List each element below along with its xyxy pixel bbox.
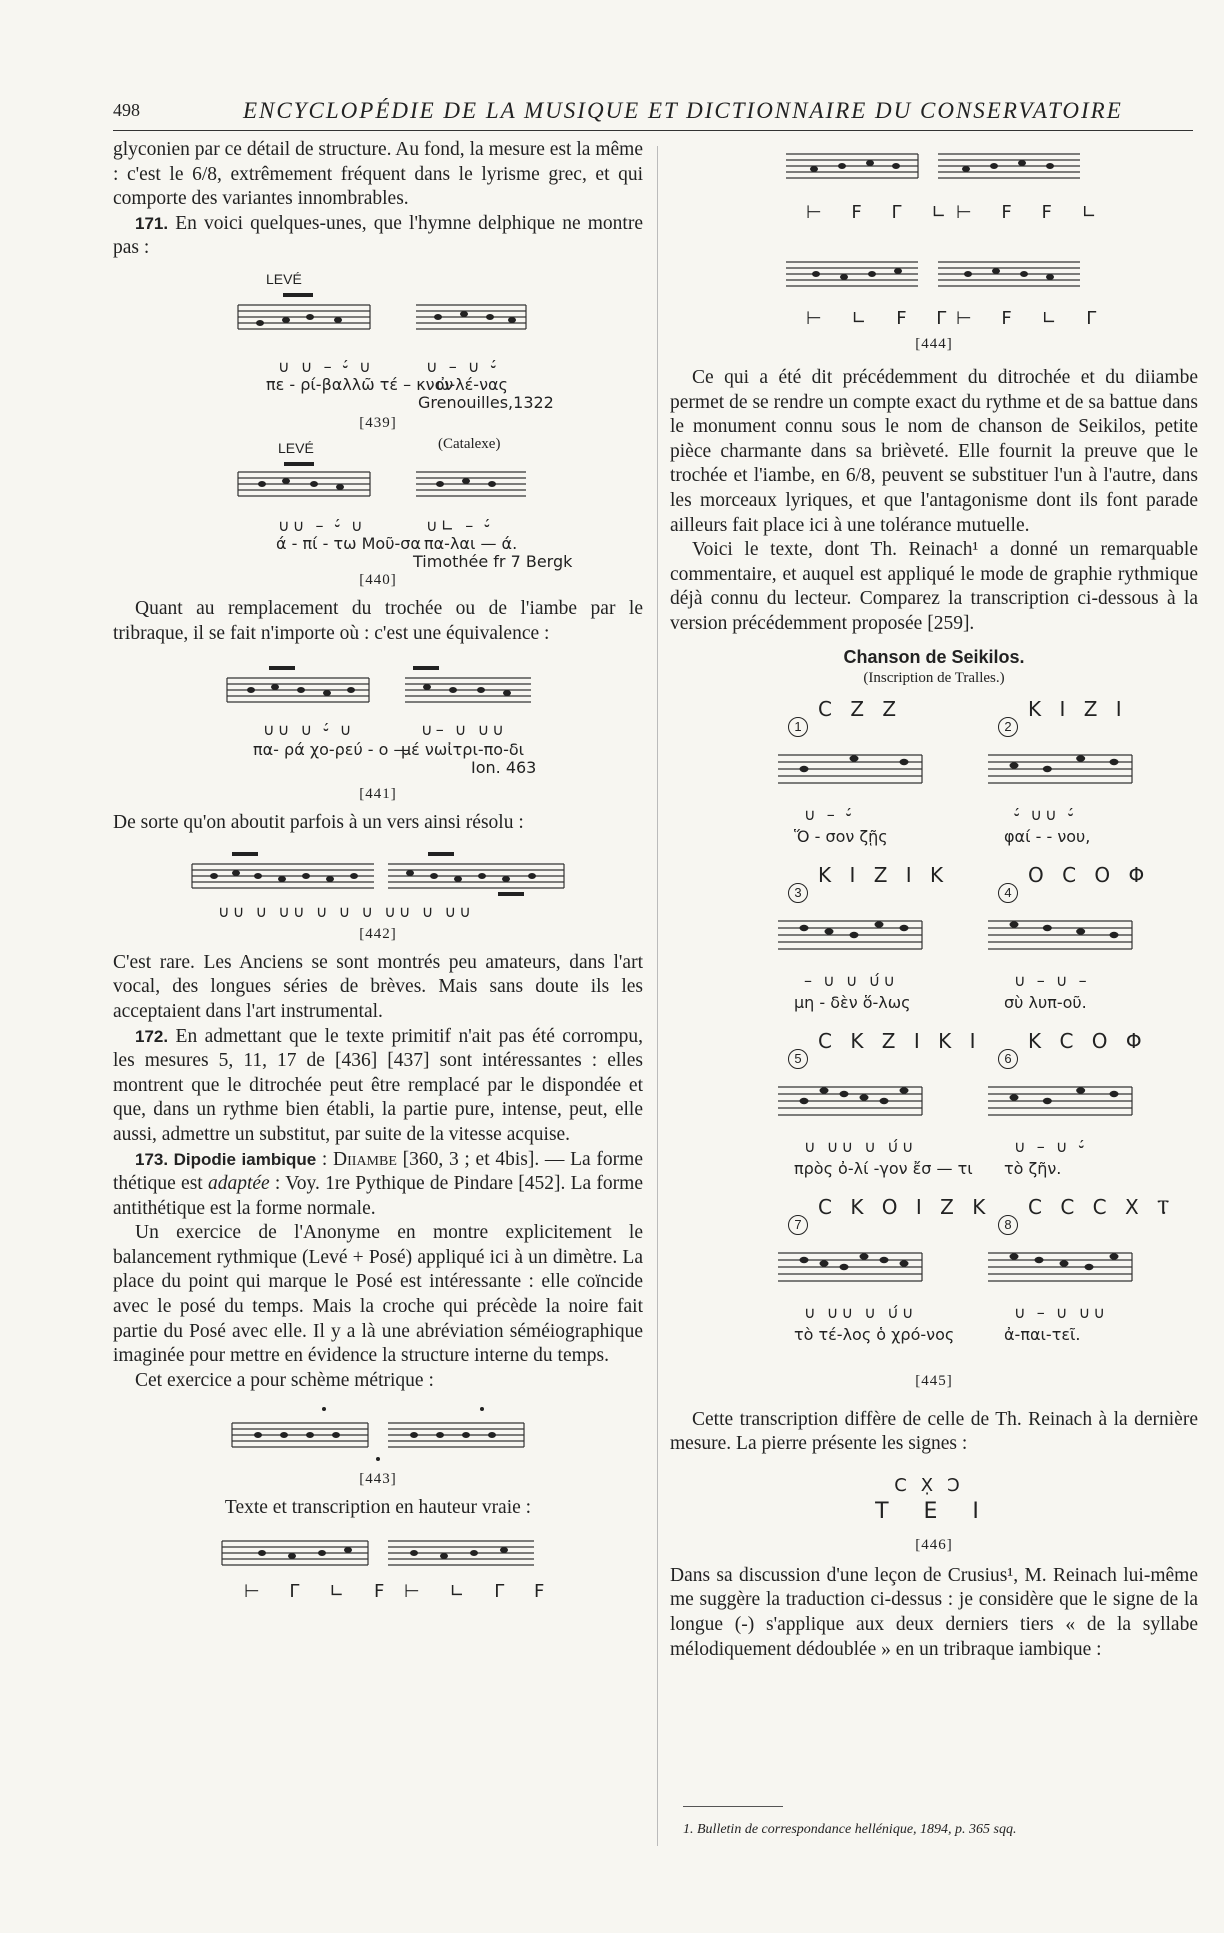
song-subtitle: (Inscription de Tralles.): [863, 669, 1005, 686]
paragraph: Ce qui a été dit précédemment du ditrochée et du diiambe permet de se rendre un compte exact du rythme et de sa battue dans le monument connu sous le nom de chanson de Seikilos, petite pièce charmante dans sa brièveté. Elle fournit la preuve que le trochée et l'iambe, en 6/8, peuvent se substituer l'un à l'autre, dans les morceaux lyriques, et que l'antagonisme dont ils font parade ailleurs fait place ici à une tolérance mutuelle.: [670, 367, 1198, 536]
measure-number: 3: [788, 883, 808, 903]
note-head: [800, 1097, 809, 1103]
notation-signs-a2: ⊢ F F ∟: [956, 202, 1109, 223]
note-head: [1010, 762, 1019, 768]
seikilos-measure: [774, 691, 924, 857]
note-head: [1110, 1253, 1119, 1259]
meter-marks: ∪ ∪∪ ∪ ∪́∪: [804, 1136, 917, 1156]
paragraph-172: [113, 1025, 643, 1148]
figure-caption: [439]: [359, 414, 397, 431]
music-example-transcription: [218, 1527, 557, 1607]
figure-caption: [446]: [915, 1536, 953, 1553]
greek-text-a: πα- ρά χο-ρεύ - ο —: [253, 740, 410, 760]
source-reference: Ion. 463: [471, 758, 537, 778]
notation-signs-b2: ⊢ F ∟ Γ: [956, 308, 1109, 329]
text: Diiambe: [333, 1148, 397, 1170]
meter-marks: ∪ – ⏑́: [804, 804, 855, 824]
note-head: [820, 1260, 829, 1266]
measure-number: 8: [998, 1215, 1018, 1235]
running-title: ENCYCLOPÉDIE DE LA MUSIQUE ET DICTIONNAIRE DU CONSERVATOIRE: [243, 98, 1123, 123]
meter-a: ∪∪ ∪ ⏑́ ∪: [263, 720, 355, 740]
measure-number: 4: [998, 883, 1018, 903]
text: [360, 3 ; et 4bis]. — La forme thétique est: [113, 1148, 643, 1195]
text: adaptée: [207, 1173, 270, 1195]
note-head: [1076, 928, 1085, 934]
figure-caption: [440]: [359, 571, 397, 588]
figure-caption: [444]: [915, 336, 953, 352]
meter-line: ∪∪ ∪ ∪∪ ∪ ∪ ∪ ∪∪ ∪ ∪∪: [218, 901, 474, 921]
paragraph: Voici le texte, dont Th. Reinach¹ a donné un remarquable commentaire, et auquel est appliqué le mode de graphie rythmique déjà connu du lecteur. Comparez la transcription ci-dessous à la version précédemment proposée [259].: [670, 539, 1198, 634]
section-number: 171.: [135, 213, 169, 233]
notation-signs-a: ⊢ Γ ∟ F: [244, 1581, 397, 1603]
staff-443: [228, 1399, 528, 1465]
vocal-notation-signs: C C C X Ⲧ: [1028, 1194, 1176, 1219]
staff-444-a: [784, 138, 1084, 190]
greek-lyrics: φαί - - νου,: [1004, 826, 1091, 846]
source-reference: Timothée fr 7 Bergk: [413, 551, 573, 571]
notation-signs-b: ⊢ ∟ Γ F: [404, 1581, 557, 1603]
music-example-441: [223, 662, 537, 784]
greek-text-b: πα-λαι — ά.: [424, 533, 518, 553]
measure-number: 7: [788, 1215, 808, 1235]
note-head: [1043, 924, 1052, 930]
note-head: [860, 1253, 869, 1259]
paragraph: Cet exercice a pour schème métrique :: [135, 1369, 434, 1391]
note-head: [900, 1087, 909, 1093]
greek-text-b: ὠ-λέ-νας: [436, 374, 508, 394]
figure-caption: [445]: [915, 1372, 953, 1389]
note-head: [900, 1260, 909, 1266]
seikilos-staff: [774, 1233, 924, 1303]
paragraph: Cette transcription diffère de celle de Th. Reinach à la dernière mesure. La pierre présente les signes :: [670, 1408, 1198, 1455]
note-head: [820, 1087, 829, 1093]
measure-number: 2: [998, 717, 1018, 737]
song-title: Chanson de Seikilos.: [843, 646, 1025, 667]
note-head: [1035, 1256, 1044, 1262]
stone-signs-bottom: T E I: [875, 1498, 993, 1524]
vocal-notation-signs: C Z Z: [818, 696, 903, 721]
column-divider: [657, 146, 658, 1846]
leve-label: LEVÉ: [266, 270, 302, 287]
note-head: [1060, 1260, 1069, 1266]
measure-number: 1: [788, 717, 808, 737]
greek-text-a: ά - πί - τω Μοῦ-σα: [276, 533, 421, 553]
seikilos-measure: [984, 1023, 1148, 1189]
greek-text-a: πε - ρί-βαλλῶ τέ – κνον: [266, 374, 454, 394]
note-head: [880, 1097, 889, 1103]
notation-signs-b1: ⊢ ∟ F Γ: [806, 308, 959, 329]
note-head: [1110, 931, 1119, 937]
note-head: [1110, 1090, 1119, 1096]
note-head: [880, 1256, 889, 1262]
seikilos-measure: [774, 857, 950, 1023]
greek-text-b: μέ νωἰτρι-πο-δι: [401, 740, 525, 760]
greek-lyrics: μη - δὲν ὅ-λως: [794, 992, 911, 1012]
note-head: [825, 928, 834, 934]
seikilos-staff: [984, 901, 1134, 971]
staff-transcription: [218, 1527, 538, 1579]
staff-439: [228, 287, 528, 357]
seikilos-measure: [984, 857, 1151, 1023]
meter-marks: ∪ – ∪ ⏑́: [1014, 1136, 1088, 1156]
note-head: [900, 758, 909, 764]
meter-b: ∪– ∪ ∪∪: [421, 720, 508, 740]
greek-lyrics: ἀ-παι-τεῖ.: [1004, 1324, 1081, 1344]
text: :: [316, 1148, 334, 1170]
greek-lyrics: τὸ ζῆν.: [1004, 1158, 1062, 1178]
vocal-notation-signs: K C O Φ: [1028, 1028, 1148, 1053]
meter-b: ∪∟ – ⏑́: [426, 515, 493, 535]
seikilos-score: [734, 691, 1176, 1371]
paragraph-text: En admettant que le texte primitif n'ait pas été corrompu, les mesures 5, 11, 17 de [436] [437] sont intéressantes : elles montrent que le ditrochée peut être remplacé par le dispondée et que, dans un rythme bien établi, la partie pure, intense, peut, elle aussi, admettre un substitut, par suite de la vitesse acquise.: [113, 1025, 643, 1145]
leve-label: LEVÉ: [278, 439, 314, 456]
meter-b: ∪ – ∪ ⏑́: [426, 356, 500, 376]
note-head: [1010, 1094, 1019, 1100]
music-example-440: [228, 435, 573, 571]
note-head: [1076, 1087, 1085, 1093]
source-reference: Grenouilles,1322: [418, 392, 554, 412]
stone-signs-top: CX̣Ɔ: [894, 1474, 974, 1496]
note-head: [875, 921, 884, 927]
staff-440: [228, 458, 528, 518]
right-column: [670, 138, 1198, 1662]
paragraph-171: [113, 212, 643, 261]
figure-caption: [443]: [359, 1471, 397, 1488]
note-head: [1110, 758, 1119, 764]
footnote: 1. Bulletin de correspondance hellénique, 1894, p. 365 sqq.: [683, 1822, 1017, 1837]
vocal-notation-signs: O C O Φ: [1028, 862, 1151, 887]
meter-marks: ⏑́ ∪∪ ⏑́: [1014, 804, 1077, 824]
vocal-notation-signs: K I Z I: [1028, 696, 1128, 721]
meter-marks: ∪ ∪∪ ∪ ∪́∪: [804, 1302, 917, 1322]
note-head: [1043, 1097, 1052, 1103]
greek-lyrics: σὺ λυπ-οῦ.: [1004, 992, 1087, 1012]
vocal-notation-signs: C K O I Z K: [818, 1194, 992, 1219]
seikilos-staff: [984, 1233, 1134, 1303]
figure-caption: [441]: [359, 786, 397, 803]
meter-marks: ∪ – ∪ ∪∪: [1014, 1302, 1109, 1322]
meter-marks: ∪ – ∪ –: [1014, 970, 1090, 990]
note-head: [1010, 921, 1019, 927]
greek-lyrics: Ὅ - σον ζῇς: [794, 826, 888, 846]
greek-lyrics: τὸ τέ-λος ὁ χρό-νος: [794, 1324, 955, 1344]
vocal-notation-signs: K I Z I K: [818, 862, 950, 887]
music-example-439: [228, 270, 554, 413]
measure-number: 6: [998, 1049, 1018, 1069]
music-example-443: [228, 1399, 528, 1469]
page-number: 498: [113, 100, 140, 120]
note-head: [840, 1263, 849, 1269]
seikilos-measure: [984, 1189, 1176, 1355]
paragraph: Un exercice de l'Anonyme en montre explicitement le balancement rythmique (Levé + Posé) appliqué ici à un dimètre. La place du point qui marque le Posé est intéressante : elle coïncide avec le posé du temps. Mais la croche qui précède la noire fait partie du Posé avec elle. Il y a là une abréviation séméiographique imaginée pour mettre en évidence la structure interne du temps.: [113, 1222, 643, 1367]
seikilos-staff: [984, 1067, 1134, 1137]
seikilos-measure: [774, 1189, 992, 1355]
music-example-444: [784, 138, 1109, 356]
note-head: [800, 1256, 809, 1262]
measure-number: 5: [788, 1049, 808, 1069]
seikilos-staff: [774, 1067, 924, 1137]
footnote-rule: [683, 1806, 783, 1807]
paragraph: Dans sa discussion d'une leçon de Crusius¹, M. Reinach lui-même me suggère la traduction ci-dessus : je considère que le signe de la longue (-) s'applique aux deux derniers tiers « de la syllabe mélodiquement dédoublée » en un tribraque iambique :: [670, 1564, 1198, 1660]
seikilos-staff: [774, 901, 924, 971]
meter-a: ∪∪ – ⏑́ ∪: [278, 515, 366, 535]
note-head: [840, 1090, 849, 1096]
paragraph: Quant au remplacement du trochée ou de l'iambe par le tribraque, il se fait n'importe où : c'est une équivalence :: [113, 597, 643, 644]
seikilos-measure: [984, 691, 1134, 857]
catalexe-label: (Catalexe): [438, 435, 501, 452]
staff-444-b: [784, 238, 1084, 298]
paragraph: De sorte qu'on aboutit parfois à un vers ainsi résolu :: [113, 812, 524, 834]
note-head: [900, 924, 909, 930]
seikilos-staff: [774, 735, 924, 805]
paragraph-173: [113, 1148, 643, 1222]
note-head: [1010, 1253, 1019, 1259]
note-head: [850, 755, 859, 761]
paragraph: glyconien par ce détail de structure. Au fond, la mesure est la même : c'est le 6/8, extrêmement fréquent dans le lyrisme grec, et qui comporte des variantes innombrables.: [113, 139, 643, 210]
music-example-442: [188, 848, 568, 924]
paragraph: C'est rare. Les Anciens se sont montrés peu amateurs, dans l'art vocal, des longues séries de brèves. Mais sans doute ils les acceptaient dans l'art instrumental.: [113, 951, 643, 1022]
figure-caption: [442]: [359, 925, 397, 942]
staff-441: [223, 662, 533, 720]
notation-signs-a1: ⊢ F Γ ∟: [806, 202, 959, 223]
left-column: [113, 138, 643, 1607]
note-head: [860, 1094, 869, 1100]
seikilos-staff: [984, 735, 1134, 805]
vocal-notation-signs: C K Z I K I: [818, 1028, 982, 1053]
paragraph-text: En voici quelques-unes, que l'hymne delphique ne montre pas :: [113, 212, 643, 259]
text: : Voy. 1re Pythique de Pindare [452]. La forme antithétique est la forme normale.: [113, 1173, 643, 1219]
running-header: [113, 98, 1193, 131]
note-head: [850, 931, 859, 937]
section-number: 172.: [135, 1026, 169, 1046]
section-heading: 173. Dipodie iambique: [135, 1149, 317, 1169]
note-head: [1076, 755, 1085, 761]
greek-lyrics: πρὸς ὀ-λί -γον ἔσ — τι: [794, 1158, 973, 1178]
note-head: [800, 765, 809, 771]
meter-a: ∪ ∪ – ⏑́ ∪: [278, 356, 374, 376]
meter-marks: – ∪ ∪ ∪́∪: [804, 970, 899, 990]
paragraph: Texte et transcription en hauteur vraie :: [224, 1497, 532, 1519]
seikilos-measure: [774, 1023, 982, 1189]
note-head: [1043, 765, 1052, 771]
note-head: [800, 924, 809, 930]
note-head: [1085, 1263, 1094, 1269]
staff-442: [188, 848, 568, 904]
